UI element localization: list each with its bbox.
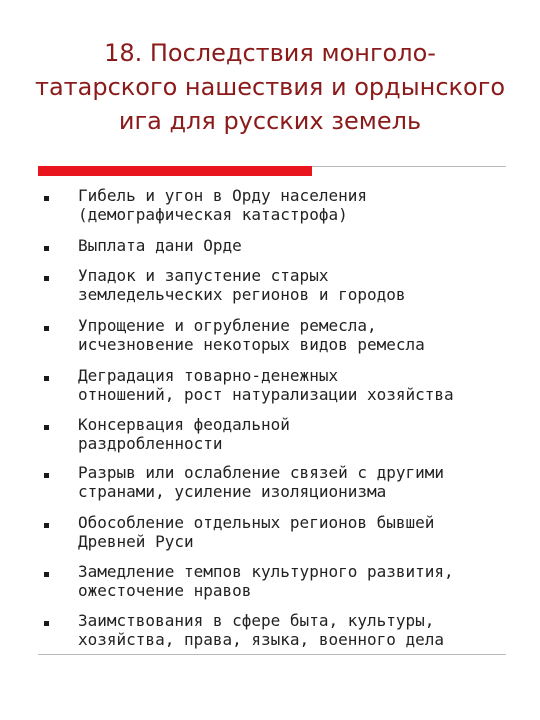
list-item-text: Замедление темпов культурного развития, ожесточение нравов: [78, 562, 454, 600]
square-bullet-icon: [44, 425, 49, 430]
title-divider-accent-bar: [38, 166, 312, 176]
list-item-text: Заимствования в сфере быта, культуры, хозяйства, права, языка, военного дела: [78, 611, 445, 649]
square-bullet-icon: [44, 621, 49, 626]
slide-title: 18. Последствия монголо- татарского нашествия и ордынского ига для русских земель: [34, 39, 506, 135]
list-item-text: Упрощение и огрубление ремесла, исчезновение некоторых видов ремесла: [78, 316, 425, 354]
list-item-text: Обособление отдельных регионов бывшей Древней Руси: [78, 513, 435, 551]
square-bullet-icon: [44, 196, 49, 201]
list-item-text: Гибель и угон в Орду населения (демографическая катастрофа): [78, 186, 367, 224]
square-bullet-icon: [44, 572, 49, 577]
square-bullet-icon: [44, 276, 49, 281]
list-item-text: Деградация товарно-денежных отношений, рост натурализации хозяйства: [78, 366, 454, 404]
list-item-text: Разрыв или ослабление связей с другими странами, усиление изоляционизма: [78, 463, 445, 501]
square-bullet-icon: [44, 473, 49, 478]
bottom-divider: [38, 654, 506, 655]
square-bullet-icon: [44, 326, 49, 331]
square-bullet-icon: [44, 523, 49, 528]
square-bullet-icon: [44, 376, 49, 381]
list-item-text: Упадок и запустение старых земледельческих регионов и городов: [78, 266, 406, 304]
list-item-text: Консервация феодальной раздробленности: [78, 415, 290, 453]
square-bullet-icon: [44, 246, 49, 251]
list-item-text: Выплата дани Орде: [78, 236, 242, 255]
